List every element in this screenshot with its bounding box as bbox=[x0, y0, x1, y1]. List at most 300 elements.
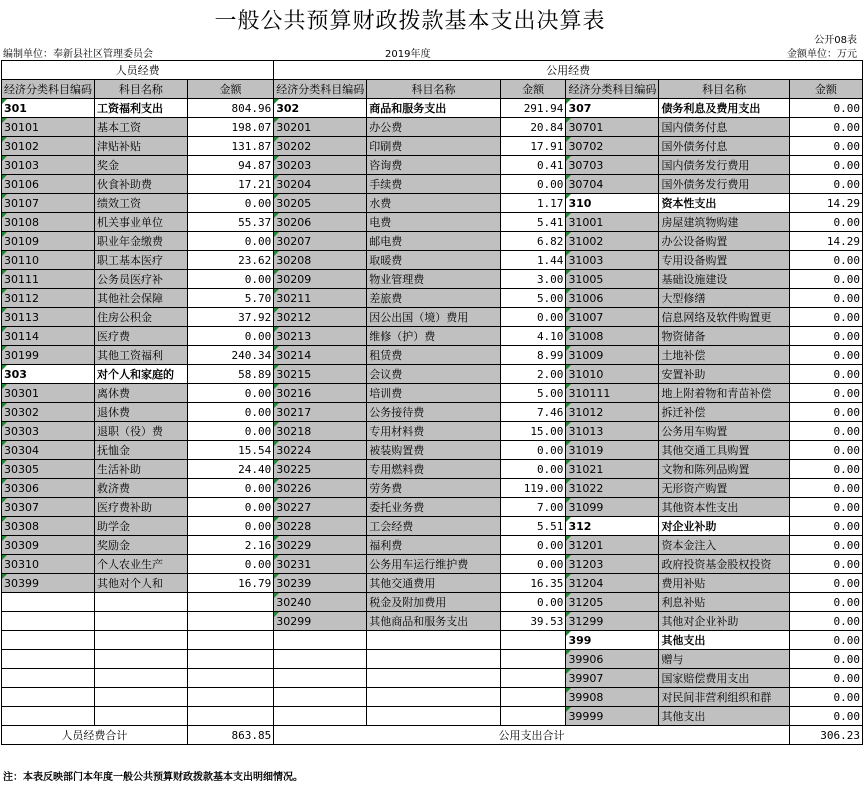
cell-code: 30101 bbox=[2, 118, 95, 137]
cell-amount: 0.00 bbox=[187, 232, 274, 251]
cell-code: 30214 bbox=[274, 346, 367, 365]
cell-amount: 119.00 bbox=[500, 479, 566, 498]
table-row bbox=[2, 460, 863, 479]
table-row bbox=[2, 403, 863, 422]
cell-code bbox=[2, 631, 95, 650]
cell-amount: 0.00 bbox=[789, 175, 862, 194]
cell-code: 30304 bbox=[2, 441, 95, 460]
cell-amount: 5.51 bbox=[500, 517, 566, 536]
table-row bbox=[2, 99, 863, 118]
cell-code: 30702 bbox=[566, 137, 659, 156]
cell-name: 电费 bbox=[367, 213, 501, 232]
cell-name: 咨询费 bbox=[367, 156, 501, 175]
table-row bbox=[2, 441, 863, 460]
cell-amount: 0.00 bbox=[789, 574, 862, 593]
table-row bbox=[2, 232, 863, 251]
cell-name: 机关事业单位 bbox=[95, 213, 188, 232]
cell-code: 30213 bbox=[274, 327, 367, 346]
cell-amount: 5.41 bbox=[500, 213, 566, 232]
cell-name: 公务用车运行维护费 bbox=[367, 555, 501, 574]
cell-code: 301 bbox=[2, 99, 95, 118]
cell-name: 对个人和家庭的 bbox=[95, 365, 188, 384]
cell-amount: 15.00 bbox=[500, 422, 566, 441]
cell-name: 土地补偿 bbox=[659, 346, 789, 365]
cell-code: 31203 bbox=[566, 555, 659, 574]
table-row bbox=[2, 498, 863, 517]
cell-amount: 0.00 bbox=[789, 593, 862, 612]
cell-amount bbox=[500, 631, 566, 650]
cell-amount bbox=[187, 612, 274, 631]
table-row bbox=[2, 612, 863, 631]
cell-code bbox=[274, 669, 367, 688]
cell-name: 物资储备 bbox=[659, 327, 789, 346]
cell-code: 31001 bbox=[566, 213, 659, 232]
cell-amount: 0.00 bbox=[789, 498, 862, 517]
cell-code: 30209 bbox=[274, 270, 367, 289]
cell-amount: 39.53 bbox=[500, 612, 566, 631]
cell-amount bbox=[187, 631, 274, 650]
cell-amount: 0.00 bbox=[789, 99, 862, 118]
cell-amount: 0.00 bbox=[789, 536, 862, 555]
cell-name: 办公设备购置 bbox=[659, 232, 789, 251]
cell-code: 30103 bbox=[2, 156, 95, 175]
table-row bbox=[2, 365, 863, 384]
cell-amount: 0.00 bbox=[789, 441, 862, 460]
cell-amount: 0.00 bbox=[789, 137, 862, 156]
cell-amount: 0.00 bbox=[789, 517, 862, 536]
cell-amount: 0.00 bbox=[187, 422, 274, 441]
cell-amount: 0.00 bbox=[789, 384, 862, 403]
table-row bbox=[2, 137, 863, 156]
cell-code: 30299 bbox=[274, 612, 367, 631]
table-row bbox=[2, 669, 863, 688]
cell-name: 政府投资基金股权投资 bbox=[659, 555, 789, 574]
cell-amount: 0.00 bbox=[789, 555, 862, 574]
cell-amount: 0.00 bbox=[789, 460, 862, 479]
table-row bbox=[2, 156, 863, 175]
cell-code: 302 bbox=[274, 99, 367, 118]
cell-code: 31204 bbox=[566, 574, 659, 593]
cell-code: 30110 bbox=[2, 251, 95, 270]
cell-name bbox=[95, 669, 188, 688]
cell-name: 其他支出 bbox=[659, 631, 789, 650]
cell-code: 31009 bbox=[566, 346, 659, 365]
cell-name: 退职（役）费 bbox=[95, 422, 188, 441]
cell-name: 专用燃料费 bbox=[367, 460, 501, 479]
expenditure-table bbox=[1, 60, 863, 745]
cell-name: 地上附着物和青苗补偿 bbox=[659, 384, 789, 403]
cell-name: 救济费 bbox=[95, 479, 188, 498]
cell-amount: 0.00 bbox=[500, 175, 566, 194]
cell-code: 303 bbox=[2, 365, 95, 384]
cell-amount: 0.00 bbox=[789, 156, 862, 175]
cell-name: 文物和陈列品购置 bbox=[659, 460, 789, 479]
cell-code bbox=[274, 688, 367, 707]
cell-code: 30202 bbox=[274, 137, 367, 156]
cell-name: 国外债务付息 bbox=[659, 137, 789, 156]
table-row bbox=[2, 194, 863, 213]
cell-code: 39906 bbox=[566, 650, 659, 669]
cell-code: 30228 bbox=[274, 517, 367, 536]
cell-code: 30306 bbox=[2, 479, 95, 498]
cell-amount: 24.40 bbox=[187, 460, 274, 479]
cell-code: 30102 bbox=[2, 137, 95, 156]
cell-name: 津贴补贴 bbox=[95, 137, 188, 156]
cell-name: 公务员医疗补 bbox=[95, 270, 188, 289]
cell-amount: 0.00 bbox=[500, 536, 566, 555]
cell-code: 30207 bbox=[274, 232, 367, 251]
cell-amount: 14.29 bbox=[789, 232, 862, 251]
cell-amount bbox=[500, 707, 566, 726]
table-row bbox=[2, 289, 863, 308]
cell-name: 其他资本性支出 bbox=[659, 498, 789, 517]
cell-code: 31010 bbox=[566, 365, 659, 384]
cell-name bbox=[367, 650, 501, 669]
table-row bbox=[2, 251, 863, 270]
cell-amount: 0.00 bbox=[789, 308, 862, 327]
col-header-amount: 金额 bbox=[789, 80, 862, 99]
fiscal-year: 2019年度 bbox=[385, 49, 431, 60]
cell-name: 职业年金缴费 bbox=[95, 232, 188, 251]
cell-amount: 20.84 bbox=[500, 118, 566, 137]
cell-code: 30302 bbox=[2, 403, 95, 422]
col-header-amount: 金额 bbox=[187, 80, 274, 99]
cell-amount: 2.00 bbox=[500, 365, 566, 384]
cell-name: 医疗费补助 bbox=[95, 498, 188, 517]
cell-code: 30109 bbox=[2, 232, 95, 251]
cell-name: 手续费 bbox=[367, 175, 501, 194]
table-row bbox=[2, 707, 863, 726]
cell-amount: 0.00 bbox=[187, 403, 274, 422]
cell-name: 利息补贴 bbox=[659, 593, 789, 612]
table-row bbox=[2, 574, 863, 593]
cell-amount: 7.46 bbox=[500, 403, 566, 422]
cell-code: 30704 bbox=[566, 175, 659, 194]
cell-code: 30108 bbox=[2, 213, 95, 232]
cell-name: 抚恤金 bbox=[95, 441, 188, 460]
cell-code: 30231 bbox=[274, 555, 367, 574]
cell-amount: 0.00 bbox=[187, 498, 274, 517]
cell-name: 其他工资福利 bbox=[95, 346, 188, 365]
cell-code: 31007 bbox=[566, 308, 659, 327]
cell-name: 专用设备购置 bbox=[659, 251, 789, 270]
cell-amount: 0.00 bbox=[789, 403, 862, 422]
table-row bbox=[2, 422, 863, 441]
cell-name bbox=[95, 612, 188, 631]
cell-amount: 4.10 bbox=[500, 327, 566, 346]
cell-amount: 0.00 bbox=[789, 346, 862, 365]
cell-amount bbox=[187, 669, 274, 688]
cell-code: 31013 bbox=[566, 422, 659, 441]
section-public: 公用经费 bbox=[274, 61, 863, 80]
cell-name bbox=[95, 650, 188, 669]
table-row bbox=[2, 118, 863, 137]
cell-amount: 240.34 bbox=[187, 346, 274, 365]
cell-code: 31008 bbox=[566, 327, 659, 346]
table-note: 注：本表反映部门本年度一般公共预算财政拨款基本支出明细情况。 bbox=[3, 772, 303, 783]
cell-name bbox=[95, 688, 188, 707]
cell-code: 312 bbox=[566, 517, 659, 536]
cell-name: 其他对企业补助 bbox=[659, 612, 789, 631]
col-header-name: 科目名称 bbox=[95, 80, 188, 99]
cell-amount: 37.92 bbox=[187, 308, 274, 327]
cell-name: 其他交通费用 bbox=[367, 574, 501, 593]
cell-name: 印刷费 bbox=[367, 137, 501, 156]
cell-amount: 0.00 bbox=[789, 612, 862, 631]
cell-amount: 8.99 bbox=[500, 346, 566, 365]
cell-amount: 0.41 bbox=[500, 156, 566, 175]
cell-code: 30309 bbox=[2, 536, 95, 555]
public-total-label: 公用支出合计 bbox=[274, 726, 790, 745]
cell-name: 培训费 bbox=[367, 384, 501, 403]
cell-name: 国家赔偿费用支出 bbox=[659, 669, 789, 688]
cell-code: 30106 bbox=[2, 175, 95, 194]
cell-amount: 198.07 bbox=[187, 118, 274, 137]
table-row bbox=[2, 327, 863, 346]
cell-amount: 0.00 bbox=[187, 270, 274, 289]
cell-amount: 0.00 bbox=[789, 213, 862, 232]
table-row bbox=[2, 536, 863, 555]
amount-unit: 金额单位：万元 bbox=[787, 49, 857, 60]
cell-code: 30211 bbox=[274, 289, 367, 308]
cell-code: 39999 bbox=[566, 707, 659, 726]
cell-name: 税金及附加费用 bbox=[367, 593, 501, 612]
cell-code: 399 bbox=[566, 631, 659, 650]
cell-code: 30114 bbox=[2, 327, 95, 346]
cell-name: 国内债务付息 bbox=[659, 118, 789, 137]
cell-code bbox=[274, 650, 367, 669]
cell-amount: 0.00 bbox=[789, 327, 862, 346]
cell-code: 31205 bbox=[566, 593, 659, 612]
cell-code: 30204 bbox=[274, 175, 367, 194]
cell-code: 310111 bbox=[566, 384, 659, 403]
cell-name: 国内债务发行费用 bbox=[659, 156, 789, 175]
cell-name: 维修（护）费 bbox=[367, 327, 501, 346]
cell-name: 因公出国（境）费用 bbox=[367, 308, 501, 327]
cell-amount: 1.44 bbox=[500, 251, 566, 270]
cell-name: 其他支出 bbox=[659, 707, 789, 726]
cell-name: 伙食补助费 bbox=[95, 175, 188, 194]
col-header-code: 经济分类科目编码 bbox=[2, 80, 95, 99]
cell-name bbox=[95, 631, 188, 650]
cell-amount: 5.00 bbox=[500, 384, 566, 403]
cell-name: 费用补贴 bbox=[659, 574, 789, 593]
table-row bbox=[2, 346, 863, 365]
cell-amount bbox=[187, 650, 274, 669]
cell-amount: 0.00 bbox=[187, 555, 274, 574]
table-row bbox=[2, 175, 863, 194]
cell-amount: 5.70 bbox=[187, 289, 274, 308]
cell-amount: 291.94 bbox=[500, 99, 566, 118]
cell-name: 信息网络及软件购置更 bbox=[659, 308, 789, 327]
table-row bbox=[2, 688, 863, 707]
cell-amount: 0.00 bbox=[789, 650, 862, 669]
cell-amount: 131.87 bbox=[187, 137, 274, 156]
cell-name: 其他商品和服务支出 bbox=[367, 612, 501, 631]
cell-amount: 16.35 bbox=[500, 574, 566, 593]
cell-amount: 0.00 bbox=[500, 460, 566, 479]
table-row bbox=[2, 213, 863, 232]
cell-name: 生活补助 bbox=[95, 460, 188, 479]
cell-amount: 0.00 bbox=[500, 555, 566, 574]
cell-name: 专用材料费 bbox=[367, 422, 501, 441]
cell-code: 30305 bbox=[2, 460, 95, 479]
col-header-amount: 金额 bbox=[500, 80, 566, 99]
table-row bbox=[2, 384, 863, 403]
cell-code: 30216 bbox=[274, 384, 367, 403]
cell-amount: 0.00 bbox=[789, 631, 862, 650]
cell-name: 福利费 bbox=[367, 536, 501, 555]
cell-amount: 6.82 bbox=[500, 232, 566, 251]
cell-name: 无形资产购置 bbox=[659, 479, 789, 498]
cell-name: 办公费 bbox=[367, 118, 501, 137]
cell-name: 劳务费 bbox=[367, 479, 501, 498]
cell-amount: 804.96 bbox=[187, 99, 274, 118]
cell-name: 医疗费 bbox=[95, 327, 188, 346]
cell-code: 30225 bbox=[274, 460, 367, 479]
compiling-unit: 编制单位：奉新县社区管理委员会 bbox=[3, 49, 153, 60]
cell-amount: 0.00 bbox=[789, 118, 862, 137]
cell-code: 30701 bbox=[566, 118, 659, 137]
cell-code bbox=[2, 612, 95, 631]
cell-amount bbox=[500, 669, 566, 688]
cell-name: 职工基本医疗 bbox=[95, 251, 188, 270]
table-row bbox=[2, 650, 863, 669]
cell-amount bbox=[187, 593, 274, 612]
personnel-total-label: 人员经费合计 bbox=[2, 726, 188, 745]
cell-name: 被装购置费 bbox=[367, 441, 501, 460]
cell-amount: 17.91 bbox=[500, 137, 566, 156]
cell-name: 公务用车购置 bbox=[659, 422, 789, 441]
cell-amount: 3.00 bbox=[500, 270, 566, 289]
cell-amount: 0.00 bbox=[789, 365, 862, 384]
cell-amount: 0.00 bbox=[187, 194, 274, 213]
cell-name: 大型修缮 bbox=[659, 289, 789, 308]
cell-name: 邮电费 bbox=[367, 232, 501, 251]
cell-code: 39907 bbox=[566, 669, 659, 688]
cell-name: 会议费 bbox=[367, 365, 501, 384]
cell-name: 拆迁补偿 bbox=[659, 403, 789, 422]
cell-name: 资本金注入 bbox=[659, 536, 789, 555]
cell-code: 30113 bbox=[2, 308, 95, 327]
cell-amount: 0.00 bbox=[789, 669, 862, 688]
public-total-amount: 306.23 bbox=[789, 726, 862, 745]
cell-amount: 0.00 bbox=[500, 441, 566, 460]
cell-code: 30308 bbox=[2, 517, 95, 536]
cell-code: 30208 bbox=[274, 251, 367, 270]
cell-code: 30201 bbox=[274, 118, 367, 137]
table-row bbox=[2, 517, 863, 536]
cell-amount: 0.00 bbox=[789, 251, 862, 270]
cell-name: 奖金 bbox=[95, 156, 188, 175]
col-header-name: 科目名称 bbox=[367, 80, 501, 99]
table-row bbox=[2, 308, 863, 327]
cell-amount: 94.87 bbox=[187, 156, 274, 175]
cell-name: 公务接待费 bbox=[367, 403, 501, 422]
cell-code: 30218 bbox=[274, 422, 367, 441]
cell-name: 国外债务发行费用 bbox=[659, 175, 789, 194]
cell-name: 个人农业生产 bbox=[95, 555, 188, 574]
cell-amount: 0.00 bbox=[187, 384, 274, 403]
section-personnel: 人员经费 bbox=[2, 61, 274, 80]
cell-code: 30203 bbox=[274, 156, 367, 175]
cell-name: 差旅费 bbox=[367, 289, 501, 308]
cell-code: 30217 bbox=[274, 403, 367, 422]
cell-code: 30240 bbox=[274, 593, 367, 612]
cell-name: 住房公积金 bbox=[95, 308, 188, 327]
cell-code: 30224 bbox=[274, 441, 367, 460]
cell-name: 委托业务费 bbox=[367, 498, 501, 517]
cell-name: 奖励金 bbox=[95, 536, 188, 555]
cell-name bbox=[367, 688, 501, 707]
cell-name: 工资福利支出 bbox=[95, 99, 188, 118]
cell-amount: 0.00 bbox=[500, 308, 566, 327]
cell-code: 30227 bbox=[274, 498, 367, 517]
cell-code: 30310 bbox=[2, 555, 95, 574]
cell-code: 307 bbox=[566, 99, 659, 118]
cell-name: 物业管理费 bbox=[367, 270, 501, 289]
cell-code: 30226 bbox=[274, 479, 367, 498]
cell-code bbox=[2, 593, 95, 612]
table-row bbox=[2, 631, 863, 650]
cell-code: 30399 bbox=[2, 574, 95, 593]
cell-amount: 14.29 bbox=[789, 194, 862, 213]
cell-code bbox=[274, 631, 367, 650]
cell-code: 30111 bbox=[2, 270, 95, 289]
cell-name bbox=[95, 593, 188, 612]
cell-code: 30703 bbox=[566, 156, 659, 175]
cell-amount: 0.00 bbox=[187, 517, 274, 536]
cell-code: 31021 bbox=[566, 460, 659, 479]
cell-name: 租赁费 bbox=[367, 346, 501, 365]
cell-code: 30303 bbox=[2, 422, 95, 441]
cell-amount: 17.21 bbox=[187, 175, 274, 194]
cell-code: 31002 bbox=[566, 232, 659, 251]
report-title: 一般公共预算财政拨款基本支出决算表 bbox=[214, 9, 606, 34]
cell-name: 其他交通工具购置 bbox=[659, 441, 789, 460]
cell-code: 30301 bbox=[2, 384, 95, 403]
cell-code: 31006 bbox=[566, 289, 659, 308]
cell-amount: 15.54 bbox=[187, 441, 274, 460]
cell-amount: 5.00 bbox=[500, 289, 566, 308]
cell-code: 31299 bbox=[566, 612, 659, 631]
cell-name: 取暖费 bbox=[367, 251, 501, 270]
cell-name: 债务利息及费用支出 bbox=[659, 99, 789, 118]
table-row bbox=[2, 270, 863, 289]
cell-amount: 0.00 bbox=[789, 707, 862, 726]
cell-amount: 7.00 bbox=[500, 498, 566, 517]
cell-name: 对企业补助 bbox=[659, 517, 789, 536]
cell-amount: 16.79 bbox=[187, 574, 274, 593]
cell-amount: 0.00 bbox=[789, 422, 862, 441]
cell-amount bbox=[500, 688, 566, 707]
cell-name: 资本性支出 bbox=[659, 194, 789, 213]
cell-code bbox=[274, 707, 367, 726]
cell-name: 安置补助 bbox=[659, 365, 789, 384]
cell-code: 31201 bbox=[566, 536, 659, 555]
table-row bbox=[2, 555, 863, 574]
cell-name: 工会经费 bbox=[367, 517, 501, 536]
table-row bbox=[2, 479, 863, 498]
cell-code: 30212 bbox=[274, 308, 367, 327]
cell-name: 助学金 bbox=[95, 517, 188, 536]
cell-amount: 1.17 bbox=[500, 194, 566, 213]
cell-name: 基础设施建设 bbox=[659, 270, 789, 289]
cell-name: 绩效工资 bbox=[95, 194, 188, 213]
cell-amount: 0.00 bbox=[789, 479, 862, 498]
cell-name: 商品和服务支出 bbox=[367, 99, 501, 118]
cell-name: 退休费 bbox=[95, 403, 188, 422]
